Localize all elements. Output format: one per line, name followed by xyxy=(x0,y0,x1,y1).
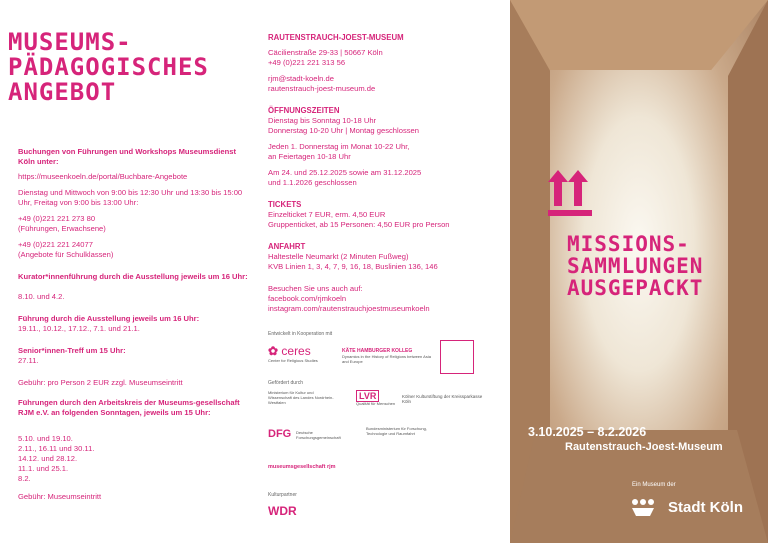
title-line: MUSEUMS- xyxy=(8,28,132,56)
ksk-logo xyxy=(402,394,492,404)
khk-name: KÄTE HAMBURGER KOLLEG xyxy=(342,348,413,354)
date-item: 2.11., 16.11 und 30.11. xyxy=(18,444,95,453)
curator-heading: Kurator*innenführung durch die Ausstellung jeweils um 16 Uhr: xyxy=(18,272,248,281)
tickets-heading: TICKETS xyxy=(268,200,302,209)
date-item: 11.1. und 25.1. xyxy=(18,464,69,473)
hours-line: an Feiertagen 10-18 Uhr xyxy=(268,152,351,161)
bmbf-logo xyxy=(366,426,436,436)
hours-heading: ÖFFNUNGSZEITEN xyxy=(268,106,340,115)
senior-date: 27.11. xyxy=(18,356,39,365)
ceres-sub: Center for Religious Studies xyxy=(268,358,318,363)
hours-line: und 1.1.2026 geschlossen xyxy=(268,178,357,187)
senior-heading: Senior*innen-Treff um 15 Uhr: xyxy=(18,346,126,355)
ein-museum-der: Ein Museum der xyxy=(632,482,676,488)
this-side-up-icon xyxy=(548,168,598,220)
funded-label: Gefördert durch xyxy=(268,380,304,386)
instagram-link[interactable]: instagram.com/rautenstrauchjoestmuseumkoeln xyxy=(268,304,430,313)
museumsgesellschaft-logo xyxy=(268,460,336,470)
phone-schools-note: (Angebote für Schulklassen) xyxy=(18,250,114,259)
hours-line: Donnerstag 10-20 Uhr | Montag geschlossen xyxy=(268,126,419,135)
title-line: MISSIONS- xyxy=(567,232,690,256)
cologne-crest-icon xyxy=(630,497,656,517)
education-title xyxy=(8,30,209,106)
social-line: Besuchen Sie uns auch auf: xyxy=(268,284,363,293)
tickets-line: Einzelticket 7 EUR, erm. 4,50 EUR xyxy=(268,210,386,219)
left-panel xyxy=(0,0,256,543)
phone-adults-note: (Führungen, Erwachsene) xyxy=(18,224,106,233)
exhibition-title xyxy=(567,233,703,299)
khk-sub: Dynamics in the History of Religions between Asia and Europe xyxy=(342,354,431,364)
date-item: 8.2. xyxy=(18,474,31,483)
phone: +49 (0)221 221 313 56 xyxy=(268,58,346,67)
email[interactable]: rjm@stadt-koeln.de xyxy=(268,74,334,83)
dfg-logo xyxy=(268,428,291,440)
date-item: 14.12. und 28.12. xyxy=(18,454,78,463)
phone-schools: +49 (0)221 221 24077 xyxy=(18,240,93,249)
dfg-name: DFG xyxy=(268,428,292,440)
hours-line: Am 24. und 25.12.2025 sowie am 31.12.2025 xyxy=(268,168,422,177)
wdr-name: WDR xyxy=(268,504,297,518)
ministry-logo xyxy=(268,390,338,405)
title-line: AUSGEPACKT xyxy=(567,276,704,301)
ceres-name: ceres xyxy=(281,344,311,358)
phone-adults: +49 (0)221 221 273 80 xyxy=(18,214,96,223)
third-partner-logo xyxy=(440,340,474,374)
travel-line: KVB Linien 1, 3, 4, 7, 9, 16, 18, Buslinien 136, 146 xyxy=(268,262,438,271)
title-line: SAMMLUNGEN xyxy=(567,254,704,279)
travel-heading: ANFAHRT xyxy=(268,242,306,251)
lvr-logo xyxy=(356,391,395,406)
tour-dates: 19.11., 10.12., 17.12., 7.1. und 21.1. xyxy=(18,324,140,333)
title-line: ANGEBOT xyxy=(8,78,117,107)
middle-panel xyxy=(256,0,510,543)
cover-panel xyxy=(510,0,768,543)
hours-line: Dienstag bis Sonntag 10-18 Uhr xyxy=(268,116,377,125)
fee-per-person: Gebühr: pro Person 2 EUR zzgl. Museumseintritt xyxy=(18,378,183,387)
fee-museum: Gebühr: Museumseintritt xyxy=(18,492,102,501)
ministry-name: Ministerium für Kultur und Wissenschaft des Landes Nordrhein-Westfalen xyxy=(268,390,334,405)
bmbf-name: Bundesministerium für Forschung, Technologie und Raumfahrt xyxy=(366,426,427,436)
website[interactable]: rautenstrauch-joest-museum.de xyxy=(268,84,376,93)
museum-heading: RAUTENSTRAUCH-JOEST-MUSEUM xyxy=(268,33,404,42)
tour-heading: Führung durch die Ausstellung jeweils um 16 Uhr: xyxy=(18,314,200,323)
association-dates xyxy=(18,434,248,484)
museum-name: Rautenstrauch-Joest-Museum xyxy=(565,441,723,453)
phone-hours: Dienstag und Mittwoch von 9:00 bis 12:30 Uhr und 13:30 bis 15:00 Uhr, Freitag von 9:00 bis 13:00 Uhr: xyxy=(18,188,243,207)
dfg-sub: Deutsche Forschungsgemeinschaft xyxy=(296,430,341,440)
cooperation-label: Entwickelt in Kooperation mit xyxy=(268,331,333,337)
lvr-name: LVR xyxy=(356,390,379,402)
booking-link[interactable]: https://museenkoeln.de/portal/Buchbare-Angebote xyxy=(18,172,188,181)
booking-heading: Buchungen von Führungen und Workshops Museumsdienst Köln unter: xyxy=(18,147,236,166)
ksk-name: Kölner Kulturstiftung der Kreissparkasse Köln xyxy=(402,394,483,404)
travel-line: Haltestelle Neumarkt (2 Minuten Fußweg) xyxy=(268,252,409,261)
address: Cäcilienstraße 29-33 | 50667 Köln xyxy=(268,48,383,57)
tickets-line: Gruppenticket, ab 15 Personen: 4,50 EUR pro Person xyxy=(268,220,450,229)
date-item: 5.10. und 19.10. xyxy=(18,434,73,443)
stadt-koeln-logo: Stadt Köln xyxy=(668,499,743,516)
curator-dates: 8.10. und 4.2. xyxy=(18,292,65,301)
box-flap-top xyxy=(510,0,768,70)
khk-logo xyxy=(342,344,432,364)
hours-line: Jeden 1. Donnerstag im Monat 10-22 Uhr, xyxy=(268,142,410,151)
ceres-logo: ✿ ceres Center for Religious Studies xyxy=(268,344,318,363)
mg-name: museumsgesellschaft rjm xyxy=(268,464,336,470)
facebook-link[interactable]: facebook.com/rjmkoeln xyxy=(268,294,347,303)
dfg-sub-logo xyxy=(296,430,346,440)
exhibition-dates: 3.10.2025 – 8.2.2026 xyxy=(528,425,647,439)
partner-label: Kulturpartner xyxy=(268,492,297,498)
association-heading: Führungen durch den Arbeitskreis der Museums-gesellschaft RJM e.V. an folgenden Sonntagen, jeweils um 15 Uhr: xyxy=(18,398,240,417)
title-line: PÄDAGOGISCHES xyxy=(8,53,209,82)
lvr-sub: Qualität für Menschen xyxy=(356,401,396,406)
wdr-logo xyxy=(268,504,297,518)
